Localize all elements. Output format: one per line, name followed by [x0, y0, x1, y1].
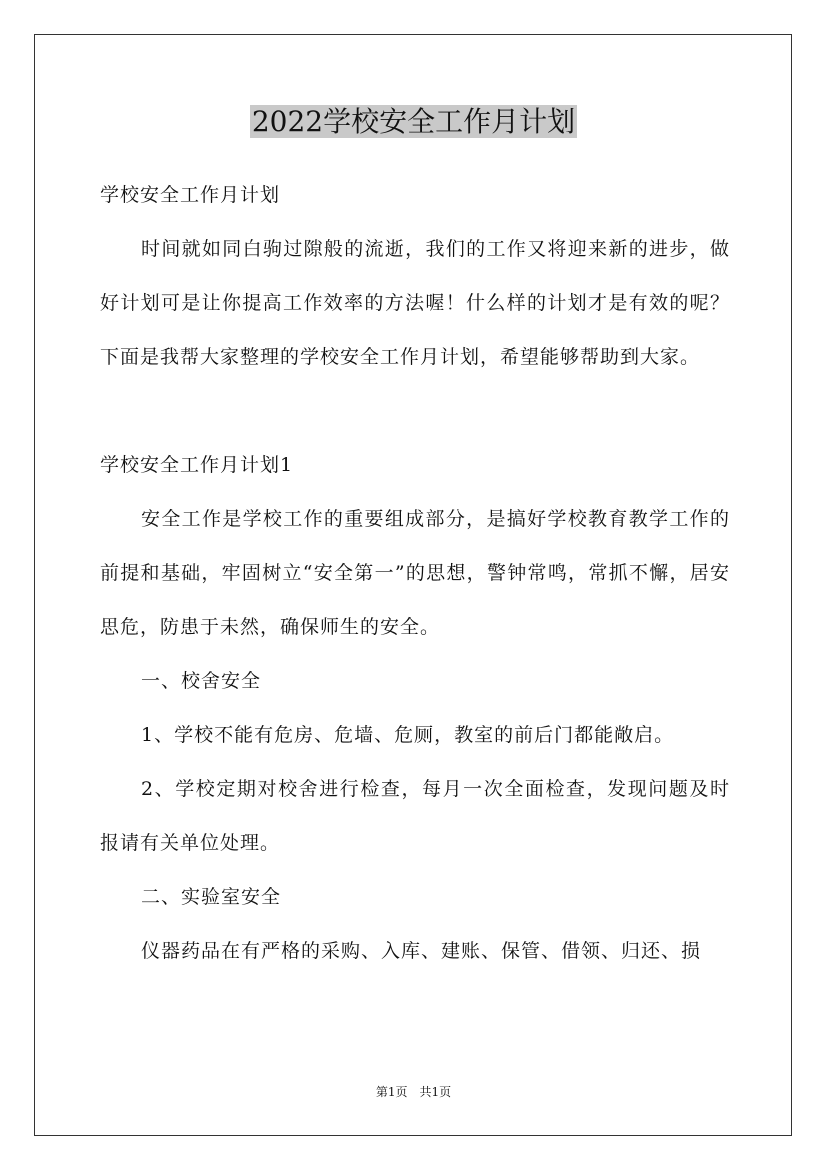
- document-body: [100, 168, 730, 978]
- section1-paragraph: 安全工作是学校工作的重要组成部分，是搞好学校教育教学工作的前提和基础，牢固树立“安全第一”的思想，警钟常鸣，常抓不懈，居安思危，防患于未然，确保师生的安全。: [100, 508, 730, 638]
- list-item-1: 1、学校不能有危房、危墙、危厕，教室的前后门都能敞启。: [141, 724, 675, 746]
- lab-paragraph: 仪器药品在有严格的采购、入库、建账、保管、借领、归还、损: [141, 940, 702, 962]
- paragraph-spacer: [100, 384, 730, 438]
- subheading-lab-safety: 二、实验室安全: [141, 886, 282, 908]
- subheading-building-safety: 一、校舍安全: [141, 670, 262, 692]
- page-footer: 第1页 共1页: [375, 1085, 452, 1099]
- document-title: [0, 100, 827, 144]
- document-title-text: 2022学校安全工作月计划: [251, 105, 576, 138]
- list-item-2: 2、学校定期对校舍进行检查，每月一次全面检查，发现问题及时报请有关单位处理。: [100, 778, 730, 854]
- intro-heading: 学校安全工作月计划: [100, 184, 281, 206]
- section1-heading: 学校安全工作月计划1: [100, 454, 294, 476]
- intro-paragraph: 时间就如同白驹过隙般的流逝，我们的工作又将迎来新的进步，做好计划可是让你提高工作效率的方法喔！什么样的计划才是有效的呢？下面是我帮大家整理的学校安全工作月计划，希望能够帮助到大家。: [100, 238, 730, 368]
